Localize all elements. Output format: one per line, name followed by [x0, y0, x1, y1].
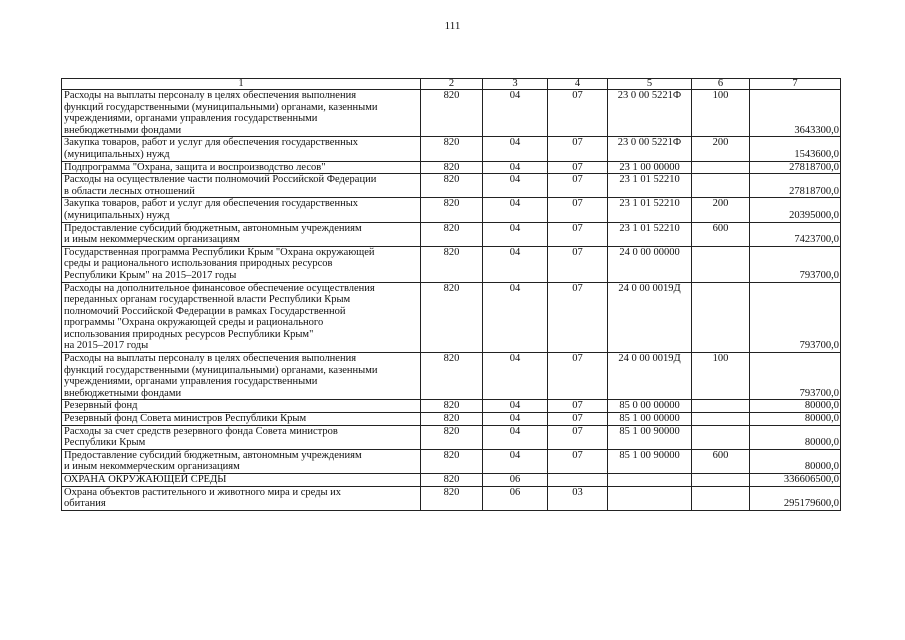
table-row [62, 282, 841, 353]
amount-value: 793700,0 [750, 353, 841, 400]
table-row [62, 198, 841, 222]
description-line: Расходы на выплаты персоналу в целях обеспечения выполнения [64, 90, 357, 101]
column-header-5: 5 [608, 79, 692, 90]
description-line: полномочий Российской Федерации в рамках Государственной [64, 305, 346, 317]
section-code: 04 [483, 449, 548, 473]
amount-value: 7423700,0 [750, 222, 841, 246]
section-code: 04 [483, 222, 548, 246]
description-line: использования природных ресурсов Республики Крым" [64, 328, 314, 340]
target-article-code: 85 0 00 00000 [608, 400, 692, 413]
expense-type-code: 600 [692, 449, 750, 473]
target-article-code [608, 474, 692, 487]
expense-type-code: 200 [692, 198, 750, 222]
table-row [62, 400, 841, 413]
description-line: внебюджетными фондами [64, 387, 182, 399]
target-article-code: 23 1 01 52210 [608, 174, 692, 198]
section-code: 04 [483, 161, 548, 174]
description-line: Закупка товаров, работ и услуг для обеспечения государственных [64, 198, 359, 210]
expense-type-code [692, 246, 750, 282]
ministry-code: 820 [421, 400, 483, 413]
row-description [62, 90, 421, 137]
description-line: на 2015–2017 годы [64, 340, 149, 352]
target-article-code: 85 1 00 90000 [608, 425, 692, 449]
amount-value: 793700,0 [750, 282, 841, 353]
section-code: 04 [483, 137, 548, 161]
subsection-code: 07 [548, 282, 608, 353]
row-description [62, 486, 421, 510]
row-description [62, 413, 421, 426]
row-description [62, 474, 421, 487]
budget-table [61, 78, 841, 511]
table-row [62, 246, 841, 282]
expense-type-code [692, 425, 750, 449]
row-description [62, 198, 421, 222]
subsection-code: 07 [548, 222, 608, 246]
section-code: 04 [483, 353, 548, 400]
description-line: Резервный фонд [64, 400, 138, 412]
target-article-code: 23 1 01 52210 [608, 222, 692, 246]
ministry-code: 820 [421, 425, 483, 449]
description-line: Расходы на осуществление части полномочий Российской Федерации [64, 174, 377, 186]
table-row [62, 137, 841, 161]
row-description [62, 425, 421, 449]
description-line: Расходы на выплаты персоналу в целях обеспечения выполнения [64, 353, 357, 365]
target-article-code: 23 1 01 52210 [608, 198, 692, 222]
row-description [62, 282, 421, 353]
ministry-code: 820 [421, 174, 483, 198]
row-description [62, 353, 421, 400]
subsection-code: 07 [548, 353, 608, 400]
expense-type-code [692, 413, 750, 426]
column-header-6: 6 [692, 79, 750, 90]
expense-type-code [692, 161, 750, 174]
description-line: переданных органам государственной власти Республики Крым [64, 294, 351, 306]
subsection-code [548, 474, 608, 487]
ministry-code: 820 [421, 161, 483, 174]
expense-type-code: 200 [692, 137, 750, 161]
expense-type-code [692, 282, 750, 353]
section-code: 04 [483, 425, 548, 449]
description-line: Охрана объектов растительного и животного мира и среды их [64, 486, 342, 498]
description-line: Предоставление субсидий бюджетным, автономным учреждениям [64, 449, 362, 461]
subsection-code: 07 [548, 246, 608, 282]
amount-value: 3643300,0 [750, 90, 841, 137]
ministry-code: 820 [421, 282, 483, 353]
description-line: обитания [64, 498, 106, 510]
page-number: 111 [444, 20, 461, 32]
ministry-code: 820 [421, 486, 483, 510]
target-article-code: 85 1 00 90000 [608, 449, 692, 473]
table-row [62, 425, 841, 449]
subsection-code: 07 [548, 137, 608, 161]
row-description [62, 174, 421, 198]
target-article-code: 24 0 00 0019Д [608, 353, 692, 400]
description-line: (муниципальных) нужд [64, 148, 170, 160]
table-row [62, 161, 841, 174]
expense-type-code [692, 486, 750, 510]
section-code: 04 [483, 174, 548, 198]
description-line: учреждениями, органами управления государственными [64, 113, 318, 125]
table-header-row [62, 79, 841, 90]
column-header-2: 2 [421, 79, 483, 90]
subsection-code: 07 [548, 400, 608, 413]
description-line: Республики Крым" на 2015–2017 годы [64, 269, 237, 281]
expense-type-code [692, 174, 750, 198]
table-row [62, 413, 841, 426]
description-line: Предоставление субсидий бюджетным, автономным учреждениям [64, 222, 362, 234]
expense-type-code: 100 [692, 90, 750, 137]
row-description [62, 246, 421, 282]
table-row [62, 449, 841, 473]
description-line: функций государственными (муниципальными) органами, казенными [64, 364, 378, 376]
amount-value: 793700,0 [750, 246, 841, 282]
amount-value: 27818700,0 [750, 161, 841, 174]
description-line: и иным некоммерческим организациям [64, 461, 240, 473]
section-code: 04 [483, 246, 548, 282]
target-article-code: 23 0 00 5221Ф [608, 90, 692, 137]
description-line: (муниципальных) нужд [64, 209, 170, 221]
table-row [62, 222, 841, 246]
section-code: 06 [483, 474, 548, 487]
row-description [62, 449, 421, 473]
subsection-code: 07 [548, 425, 608, 449]
expense-type-code: 600 [692, 222, 750, 246]
column-header-4: 4 [548, 79, 608, 90]
ministry-code: 820 [421, 198, 483, 222]
target-article-code: 23 1 00 00000 [608, 161, 692, 174]
subsection-code: 07 [548, 90, 608, 137]
target-article-code: 85 1 00 00000 [608, 413, 692, 426]
description-line: Республики Крым [64, 437, 146, 449]
description-line: Резервный фонд Совета министров Республики Крым [64, 413, 307, 425]
amount-value: 80000,0 [750, 449, 841, 473]
description-line: и иным некоммерческим организациям [64, 234, 240, 246]
description-line: учреждениями, органами управления государственными [64, 376, 318, 388]
description-line: в области лесных отношений [64, 185, 195, 197]
ministry-code: 820 [421, 413, 483, 426]
description-line: Расходы на дополнительное финансовое обеспечение осуществления [64, 282, 375, 294]
amount-value: 295179600,0 [750, 486, 841, 510]
description-line: программы "Охрана окружающей среды и рационального [64, 317, 324, 329]
row-description [62, 222, 421, 246]
ministry-code: 820 [421, 90, 483, 137]
ministry-code: 820 [421, 137, 483, 161]
subsection-code: 07 [548, 413, 608, 426]
amount-value: 80000,0 [750, 425, 841, 449]
description-line: среды и рационального использования природных ресурсов [64, 258, 333, 270]
description-line: функций государственными (муниципальными) органами, казенными [64, 101, 378, 113]
subsection-code: 07 [548, 161, 608, 174]
subsection-code: 07 [548, 449, 608, 473]
amount-value: 80000,0 [750, 400, 841, 413]
section-code: 04 [483, 90, 548, 137]
ministry-code: 820 [421, 353, 483, 400]
expense-type-code [692, 474, 750, 487]
amount-value: 27818700,0 [750, 174, 841, 198]
section-code: 04 [483, 400, 548, 413]
amount-value: 1543600,0 [750, 137, 841, 161]
target-article-code: 24 0 00 00000 [608, 246, 692, 282]
row-description [62, 400, 421, 413]
target-article-code: 23 0 00 5221Ф [608, 137, 692, 161]
table-row [62, 474, 841, 487]
section-code: 04 [483, 413, 548, 426]
section-code: 04 [483, 282, 548, 353]
row-description [62, 161, 421, 174]
description-line: Закупка товаров, работ и услуг для обеспечения государственных [64, 137, 359, 149]
description-line: ОХРАНА ОКРУЖАЮЩЕЙ СРЕДЫ [64, 474, 227, 485]
table-row [62, 174, 841, 198]
section-code: 04 [483, 198, 548, 222]
expense-type-code [692, 400, 750, 413]
table-row [62, 486, 841, 510]
column-header-3: 3 [483, 79, 548, 90]
subsection-code: 07 [548, 174, 608, 198]
description-line: Подпрограмма "Охрана, защита и воспроизводство лесов" [64, 161, 326, 173]
description-line: Государственная программа Республики Крым "Охрана окружающей [64, 246, 375, 258]
subsection-code: 03 [548, 486, 608, 510]
target-article-code [608, 486, 692, 510]
table-row [62, 353, 841, 400]
ministry-code: 820 [421, 449, 483, 473]
section-code: 06 [483, 486, 548, 510]
description-line: внебюджетными фондами [64, 124, 182, 136]
expense-type-code: 100 [692, 353, 750, 400]
ministry-code: 820 [421, 222, 483, 246]
column-header-1: 1 [62, 79, 421, 90]
amount-value: 336606500,0 [750, 474, 841, 487]
column-header-7: 7 [750, 79, 841, 90]
ministry-code: 820 [421, 474, 483, 487]
table-row [62, 90, 841, 137]
amount-value: 20395000,0 [750, 198, 841, 222]
ministry-code: 820 [421, 246, 483, 282]
amount-value: 80000,0 [750, 413, 841, 426]
target-article-code: 24 0 00 0019Д [608, 282, 692, 353]
subsection-code: 07 [548, 198, 608, 222]
row-description [62, 137, 421, 161]
description-line: Расходы за счет средств резервного фонда Совета министров [64, 425, 338, 437]
